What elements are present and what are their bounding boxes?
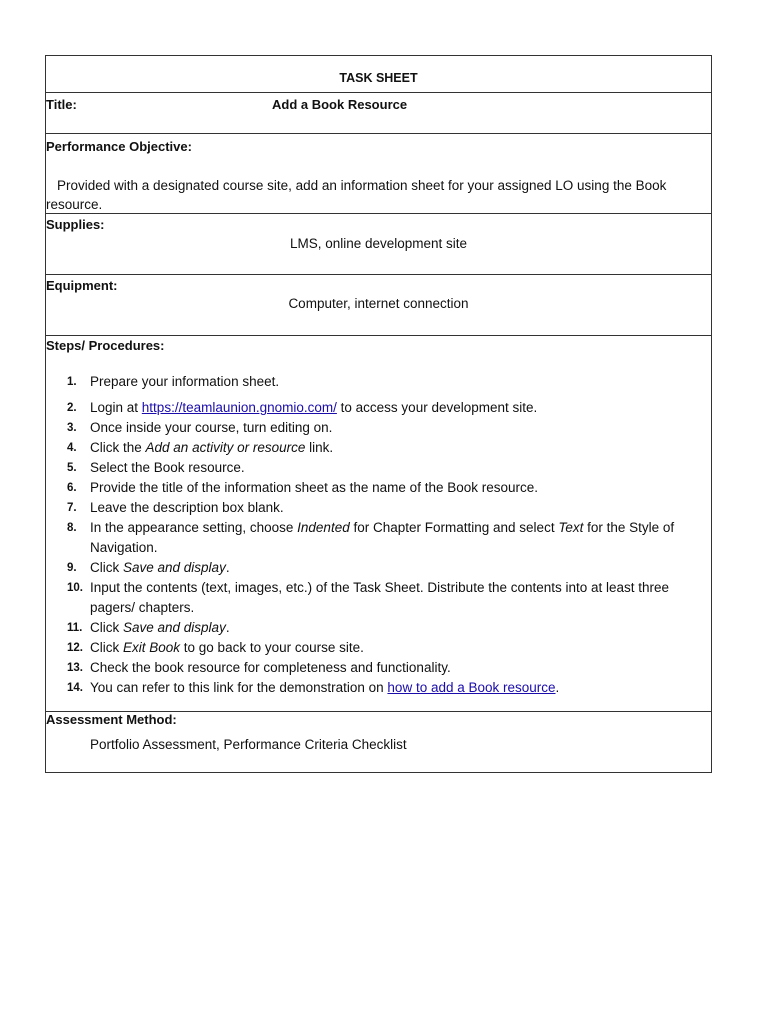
step-item (46, 498, 706, 518)
step-link[interactable]: how to add a Book resource (387, 680, 556, 695)
step-number: 7. (67, 502, 77, 514)
step-number: 8. (67, 522, 77, 534)
step-text: Prepare your information sheet. (90, 374, 280, 389)
step-text: Once inside your course, turn editing on. (90, 420, 333, 435)
step-text: link. (305, 440, 334, 455)
step-item (46, 372, 706, 392)
step-text: In the appearance setting, choose (90, 520, 298, 535)
step-emphasis: Exit Book (123, 640, 181, 655)
title-label: Title: (46, 97, 77, 112)
supplies-label: Supplies: (46, 217, 105, 232)
step-item (46, 518, 706, 558)
step-text: . (225, 560, 230, 575)
step-number: 14. (67, 682, 83, 694)
assessment-row (46, 712, 711, 772)
step-number: 11. (67, 622, 83, 634)
step-text: Input the contents (text, images, etc.) of the Task Sheet. Distribute the contents into at least three pagers/ chapters. (90, 580, 670, 615)
step-text: for the Style of Navigation. (90, 520, 675, 555)
step-text: Check the book resource for completeness and functionality. (90, 660, 451, 675)
equipment-value: Computer, internet connection (288, 296, 469, 311)
step-number: 10. (67, 582, 83, 594)
step-item (46, 578, 706, 618)
step-number: 9. (67, 562, 77, 574)
title-row (46, 93, 711, 134)
steps-row (46, 336, 711, 712)
step-number: 6. (67, 482, 77, 494)
step-text: Click (90, 620, 123, 635)
sheet-heading: TASK SHEET (339, 71, 418, 85)
step-text: to go back to your course site. (180, 640, 364, 655)
step-item (46, 418, 706, 438)
step-item (46, 618, 706, 638)
step-number: 3. (67, 422, 77, 434)
step-item (46, 478, 706, 498)
step-text: Leave the description box blank. (90, 500, 284, 515)
step-item (46, 398, 706, 418)
step-emphasis: Save and display (123, 620, 226, 635)
step-text: . (555, 680, 560, 695)
step-emphasis: Text (558, 520, 584, 535)
equipment-row (46, 275, 711, 336)
step-number: 2. (67, 402, 77, 414)
title-value: Add a Book Resource (272, 97, 408, 112)
step-link[interactable]: https://teamlaunion.gnomio.com/ (141, 400, 337, 415)
assessment-label: Assessment Method: (46, 712, 177, 727)
step-emphasis: Save and display (123, 560, 226, 575)
step-number: 5. (67, 462, 77, 474)
step-item (46, 558, 706, 578)
objective-label: Performance Objective: (46, 139, 192, 154)
step-item (46, 658, 706, 678)
sheet-heading-row (46, 56, 711, 93)
step-text: . (225, 620, 230, 635)
task-sheet (45, 55, 712, 773)
step-item (46, 638, 706, 658)
step-text: Click (90, 640, 123, 655)
step-emphasis: Add an activity or resource (145, 440, 306, 455)
step-text: Select the Book resource. (90, 460, 245, 475)
step-number: 1. (67, 376, 77, 388)
step-item (46, 678, 706, 698)
supplies-row (46, 214, 711, 275)
step-number: 13. (67, 662, 83, 674)
steps-list (46, 372, 706, 698)
step-item (46, 458, 706, 478)
supplies-value: LMS, online development site (289, 236, 468, 251)
step-text: Click the (90, 440, 146, 455)
step-number: 4. (67, 442, 77, 454)
step-text: to access your development site. (336, 400, 538, 415)
step-text: Click (90, 560, 123, 575)
step-item (46, 438, 706, 458)
step-number: 12. (67, 642, 83, 654)
equipment-label: Equipment: (46, 278, 118, 293)
step-text: Provide the title of the information sheet as the name of the Book resource. (90, 480, 539, 495)
step-text: You can refer to this link for the demonstration on (90, 680, 388, 695)
assessment-value: Portfolio Assessment, Performance Criteria Checklist (90, 737, 407, 752)
objective-row (46, 134, 711, 214)
step-emphasis: Indented (297, 520, 350, 535)
step-text: Login at (90, 400, 142, 415)
step-text: for Chapter Formatting and select (349, 520, 559, 535)
steps-label: Steps/ Procedures: (46, 338, 165, 353)
objective-text: Provided with a designated course site, add an information sheet for your assigned LO using the Book resource. (46, 178, 667, 212)
